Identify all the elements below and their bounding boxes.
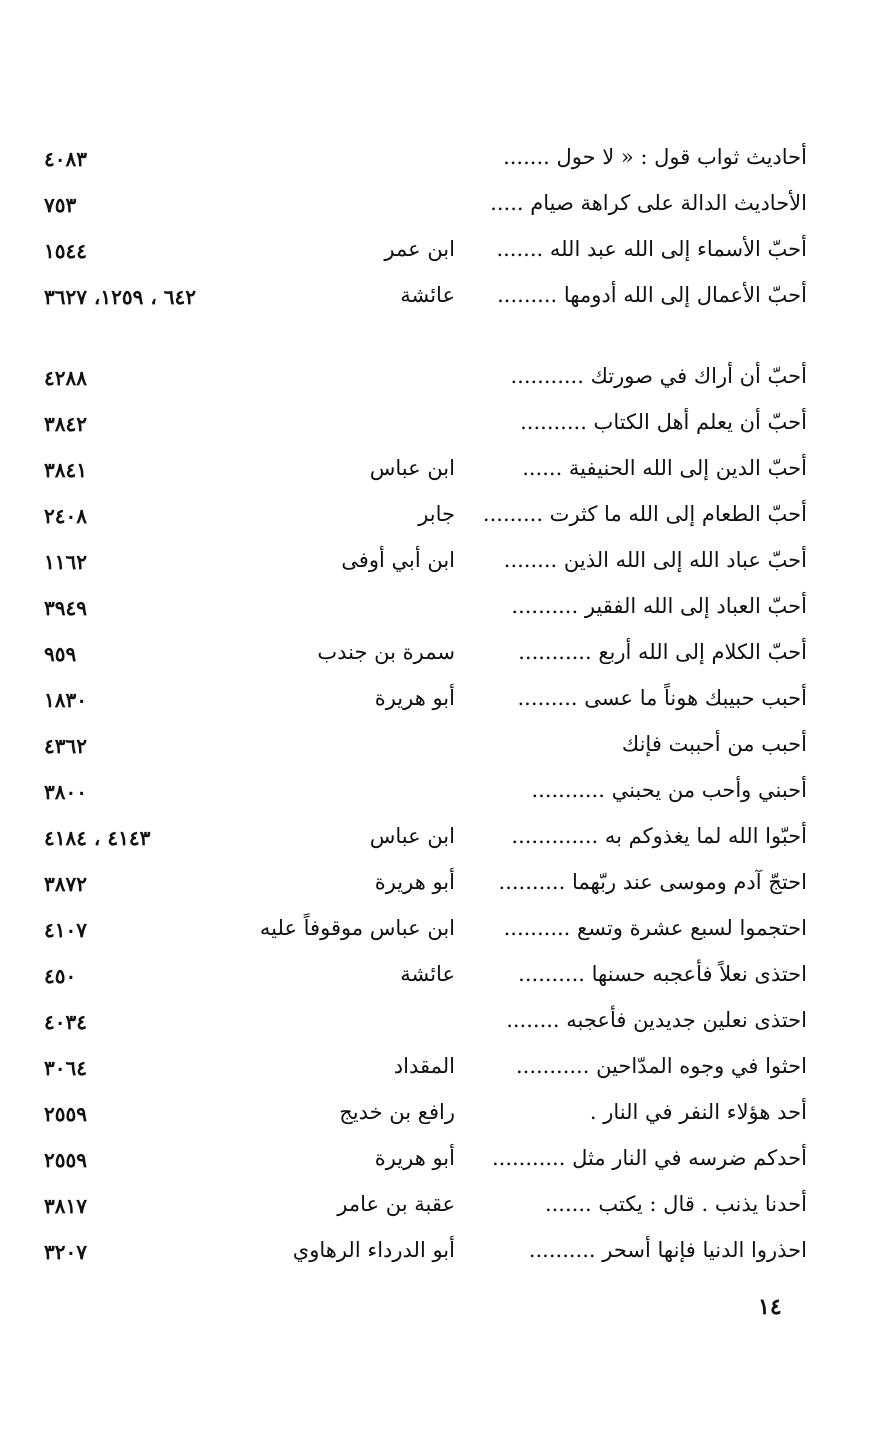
hadith-numbers: ٦٤٢ ، ١٢٥٩، ٣٦٢٧ [44, 285, 196, 309]
narrator: ابن عباس [369, 824, 455, 848]
hadith-numbers: ١٥٤٤ [44, 239, 87, 263]
hadith-numbers: ٢٥٥٩ [44, 1148, 87, 1172]
hadith-text: أحبني وأحب من يحبني ........... [531, 778, 807, 802]
index-entry [0, 1045, 891, 1091]
index-entry [0, 274, 891, 355]
hadith-text: أحاديث ثواب قول : « لا حول ....... [503, 145, 807, 169]
hadith-numbers: ٣٠٦٤ [44, 1056, 87, 1080]
hadith-text: احثوا في وجوه المدّاحين ........... [515, 1054, 807, 1078]
hadith-numbers: ٣٩٤٩ [44, 596, 87, 620]
hadith-numbers: ٤١٠٧ [44, 918, 87, 942]
index-entry [0, 723, 891, 769]
hadith-index-list [0, 136, 891, 1275]
narrator: ابن عباس [369, 456, 455, 480]
index-entry [0, 815, 891, 861]
hadith-text: أحبّ العباد إلى الله الفقير .......... [511, 594, 807, 618]
index-entry [0, 493, 891, 539]
index-entry [0, 1229, 891, 1275]
narrator: ابن عمر [384, 237, 455, 261]
index-entry [0, 355, 891, 401]
index-entry [0, 447, 891, 493]
hadith-numbers: ٩٥٩ [44, 642, 77, 666]
narrator: عائشة [400, 962, 455, 986]
hadith-text: احذروا الدنيا فإنها أسحر .......... [528, 1238, 807, 1262]
index-entry [0, 999, 891, 1045]
index-entry [0, 769, 891, 815]
narrator: أبو هريرة [374, 1146, 455, 1170]
index-entry [0, 1183, 891, 1229]
narrator: ابن أبي أوفى [341, 548, 455, 572]
hadith-text: أحبّ أن أراك في صورتك ........... [510, 364, 807, 388]
index-entry [0, 953, 891, 999]
hadith-text: الأحاديث الدالة على كراهة صيام ..... [490, 191, 807, 215]
hadith-text: أحبب حبيبك هوناً ما عسى ......... [517, 686, 807, 710]
hadith-text: احتذى نعلين جديدين فأعجبه ........ [506, 1008, 807, 1032]
hadith-text: احتجّ آدم وموسى عند ربّهما .......... [498, 870, 807, 894]
hadith-text: أحبّ الدين إلى الله الحنيفية ...... [522, 456, 807, 480]
hadith-numbers: ٤١٤٣ ، ٤١٨٤ [44, 826, 151, 850]
narrator: أبو هريرة [374, 686, 455, 710]
hadith-text: احتذى نعلاً فأعجبه حسنها .......... [518, 962, 807, 986]
index-entry [0, 401, 891, 447]
hadith-numbers: ١١٦٢ [44, 550, 87, 574]
hadith-text: أحبّ الكلام إلى الله أربع ........... [518, 640, 807, 664]
hadith-numbers: ١٨٣٠ [44, 688, 87, 712]
hadith-numbers: ٤٠٣٤ [44, 1010, 87, 1034]
narrator: ابن عباس موقوفاً عليه [259, 916, 455, 940]
hadith-numbers: ٧٥٣ [44, 193, 77, 217]
index-entry [0, 907, 891, 953]
index-entry [0, 136, 891, 182]
index-entry [0, 1137, 891, 1183]
index-entry [0, 228, 891, 274]
hadith-numbers: ٣٨٤٢ [44, 412, 87, 436]
hadith-text: أحدنا يذنب . قال : يكتب ....... [544, 1192, 807, 1216]
hadith-numbers: ٢٥٥٩ [44, 1102, 87, 1126]
index-entry [0, 539, 891, 585]
hadith-numbers: ٢٤٠٨ [44, 504, 87, 528]
hadith-text: أحبّوا الله لما يغذوكم به ............. [511, 824, 807, 848]
hadith-text: أحبّ الأعمال إلى الله أدومها ......... [497, 283, 807, 307]
hadith-numbers: ٤٣٦٢ [44, 734, 87, 758]
narrator: المقداد [393, 1054, 455, 1078]
narrator: أبو الدرداء الرهاوي [292, 1238, 455, 1262]
narrator: سمرة بن جندب [317, 640, 455, 664]
hadith-text: أحدكم ضرسه في النار مثل ........... [491, 1146, 807, 1170]
hadith-text: أحد هؤلاء النفر في النار . [589, 1100, 807, 1124]
narrator: جابر [418, 502, 455, 526]
page-number: ١٤ [758, 1294, 782, 1320]
hadith-numbers: ٣٨٧٢ [44, 872, 87, 896]
narrator: عائشة [400, 283, 455, 307]
index-entry [0, 677, 891, 723]
hadith-text: أحبّ أن يعلم أهل الكتاب .......... [520, 410, 807, 434]
hadith-numbers: ٣٨٤١ [44, 458, 87, 482]
index-entry [0, 861, 891, 907]
hadith-numbers: ٣٨٠٠ [44, 780, 87, 804]
hadith-numbers: ٣٢٠٧ [44, 1240, 87, 1264]
hadith-text: أحبّ الأسماء إلى الله عبد الله ....... [496, 237, 807, 261]
index-entry [0, 1091, 891, 1137]
hadith-numbers: ٤٠٨٣ [44, 147, 87, 171]
hadith-text: أحبب من أحببت فإنك [621, 732, 807, 756]
hadith-numbers: ٣٨١٧ [44, 1194, 87, 1218]
index-entry [0, 585, 891, 631]
index-entry [0, 182, 891, 228]
hadith-numbers: ٤٥٠ [44, 964, 77, 988]
hadith-text: احتجموا لسبع عشرة وتسع .......... [503, 916, 807, 940]
hadith-numbers: ٤٢٨٨ [44, 366, 87, 390]
hadith-text: أحبّ الطعام إلى الله ما كثرت ......... [482, 502, 807, 526]
hadith-text: أحبّ عباد الله إلى الله الذين ........ [503, 548, 807, 572]
narrator: أبو هريرة [374, 870, 455, 894]
narrator: رافع بن خديج [339, 1100, 455, 1124]
index-entry [0, 631, 891, 677]
narrator: عقبة بن عامر [337, 1192, 455, 1216]
